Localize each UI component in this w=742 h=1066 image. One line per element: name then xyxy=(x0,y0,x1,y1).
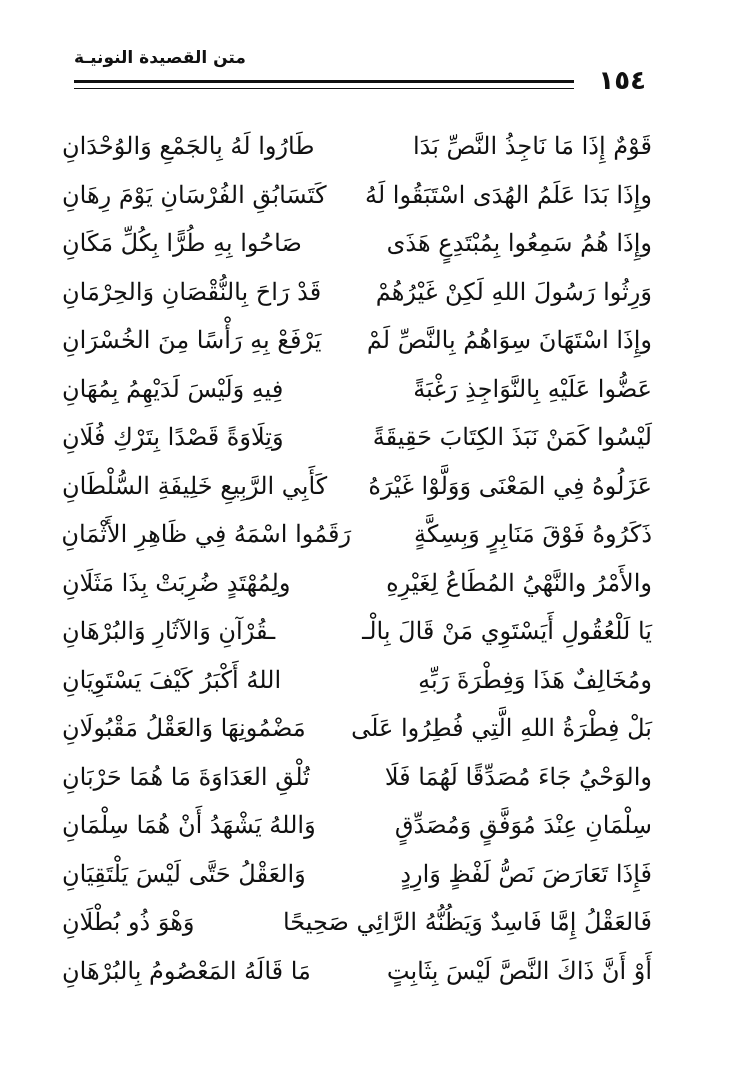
verse-line xyxy=(62,801,652,850)
first-hemistich: أَوْ أَنَّ ذَاكَ النَّصَّ لَيْسَ بِثَابِتٍ xyxy=(386,956,652,985)
first-hemistich: يَا لَلْعُقُولِ أَيَسْتَوِي مَنْ قَالَ بِالْـ xyxy=(362,617,652,646)
page-number: ١٥٤ xyxy=(598,66,646,96)
second-hemistich: مَضْمُونِهَا وَالعَقْلُ مَقْبُولَانِ xyxy=(62,714,306,743)
poem-verses xyxy=(62,122,652,995)
verse-line xyxy=(62,219,652,268)
verse-line xyxy=(62,607,652,656)
second-hemistich: وَتِلَاوَةً قَصْدًا بِتَرْكِ فُلَانِ xyxy=(62,423,284,452)
second-hemistich: كَتَسَابُقِ الفُرْسَانِ يَوْمَ رِهَانِ xyxy=(62,180,327,209)
first-hemistich: وإِذَا بَدَا عَلَمُ الهُدَى اسْتَبَقُوا لَهُ xyxy=(364,180,652,209)
second-hemistich: تُلْقِ العَدَاوَةَ مَا هُمَا حَرْبَانِ xyxy=(62,762,310,791)
verse-line xyxy=(62,122,652,171)
first-hemistich: فَالعَقْلُ إِمَّا فَاسِدٌ وَيَظُنُّهُ الرَّائِي صَحِيحًا xyxy=(282,908,652,937)
verse-line xyxy=(62,656,652,705)
second-hemistich: كَأَبِي الرَّبِيعِ خَلِيفَةِ السُّلْطَانِ xyxy=(62,471,328,500)
first-hemistich: والأَمْرُ والنَّهْيُ المُطَاعُ لِغَيْرِهِ xyxy=(386,568,652,597)
verse-line xyxy=(62,510,652,559)
second-hemistich: رَقَمُوا اسْمَهُ فِي ظَاهِرِ الأَثْمَانِ xyxy=(61,520,352,549)
verse-line xyxy=(62,365,652,414)
first-hemistich: عَزَلُوهُ فِي المَعْنَى وَوَلَّوْا غَيْرَهُ xyxy=(368,471,652,500)
first-hemistich: وإِذَا هُمُ سَمِعُوا بِمُبْتَدِعٍ هَذَى xyxy=(386,229,652,258)
second-hemistich: ـقُرْآنِ وَالآثَارِ وَالبُرْهَانِ xyxy=(62,617,276,646)
second-hemistich: صَاحُوا بِهِ طُرًّا بِكُلِّ مَكَانِ xyxy=(62,229,302,258)
verse-line xyxy=(62,898,652,947)
second-hemistich: وَاللهُ يَشْهَدُ أَنْ هُمَا سِلْمَانِ xyxy=(62,811,316,840)
second-hemistich: مَا قَالَهُ المَعْصُومُ بِالبُرْهَانِ xyxy=(62,956,311,985)
first-hemistich: والوَحْيُ جَاءَ مُصَدِّقًا لَهُمَا فَلَا xyxy=(384,762,652,791)
first-hemistich: وَرِثُوا رَسُولَ اللهِ لَكِنْ غَيْرُهُمْ xyxy=(375,277,652,306)
first-hemistich: ذَكَرُوهُ فَوْقَ مَنَابِرٍ وَبِسِكَّةٍ xyxy=(413,520,652,549)
verse-line xyxy=(62,268,652,317)
verse-line xyxy=(62,171,652,220)
running-title: متن القصيدة النونيـة xyxy=(74,48,246,68)
second-hemistich: اللهُ أَكْبَرُ كَيْفَ يَسْتَوِيَانِ xyxy=(62,665,282,694)
second-hemistich: وَالعَقْلُ حَتَّى لَيْسَ يَلْتَقِيَانِ xyxy=(62,859,306,888)
first-hemistich: عَضُّوا عَلَيْهِ بِالنَّوَاجِذِ رَغْبَةً xyxy=(413,374,652,403)
second-hemistich: يَرْفَعْ بِهِ رَأْسًا مِنَ الخُسْرَانِ xyxy=(62,326,322,355)
page-header xyxy=(74,48,646,98)
verse-line xyxy=(62,704,652,753)
second-hemistich: ولِمُهْتَدٍ ضُرِبَتْ بِذَا مَثَلَانِ xyxy=(62,568,291,597)
first-hemistich: وإِذَا اسْتَهَانَ سِوَاهُمُ بِالنَّصِّ لَمْ xyxy=(366,326,652,355)
verse-line xyxy=(62,413,652,462)
first-hemistich: بَلْ فِطْرَةُ اللهِ الَّتِي فُطِرُوا عَلَى xyxy=(351,714,652,743)
verse-line xyxy=(62,850,652,899)
first-hemistich: ومُخَالِفٌ هَذَا وَفِطْرَةَ رَبِّهِ xyxy=(418,665,652,694)
verse-line xyxy=(62,753,652,802)
first-hemistich: لَيْسُوا كَمَنْ نَبَذَ الكِتَابَ حَقِيقَةً xyxy=(372,423,652,452)
verse-line xyxy=(62,947,652,996)
verse-line xyxy=(62,316,652,365)
verse-line xyxy=(62,559,652,608)
second-hemistich: وَهْوَ ذُو بُطْلَانِ xyxy=(62,908,195,937)
header-rule xyxy=(74,80,574,89)
first-hemistich: سِلْمَانِ عِنْدَ مُوَفَّقٍ وَمُصَدِّقٍ xyxy=(394,811,652,840)
first-hemistich: فَإِذَا تَعَارَضَ نَصُّ لَفْظٍ وَارِدٍ xyxy=(400,859,652,888)
second-hemistich: قَدْ رَاحَ بِالنُّقْصَانِ وَالحِرْمَانِ xyxy=(62,277,322,306)
first-hemistich: قَوْمٌ إِذَا مَا نَاجِذُ النَّصِّ بَدَا xyxy=(412,132,652,161)
second-hemistich: فِيهِ وَلَيْسَ لَدَيْهِمُ بِمُهَانِ xyxy=(62,374,284,403)
verse-line xyxy=(62,462,652,511)
second-hemistich: طَارُوا لَهُ بِالجَمْعِ وَالوُحْدَانِ xyxy=(62,132,315,161)
